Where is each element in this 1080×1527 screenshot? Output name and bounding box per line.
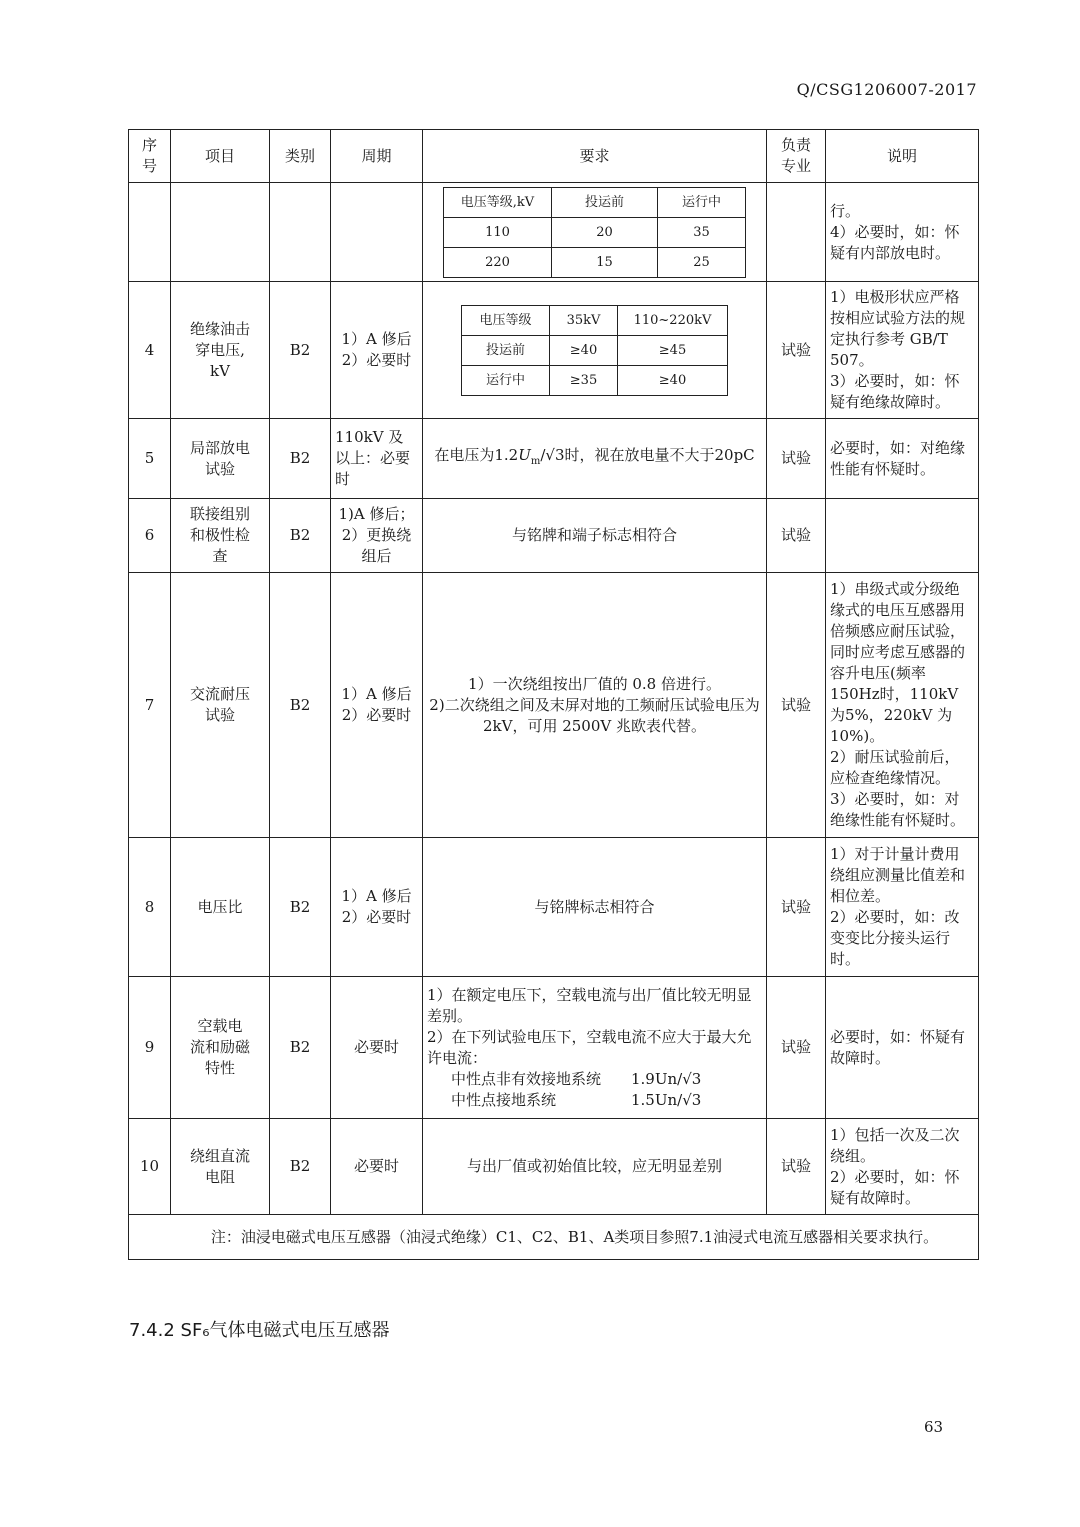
cell-requirement	[423, 282, 767, 419]
table-row	[129, 282, 979, 419]
inner-cell: 220	[444, 247, 552, 277]
inner-cell: 110~220kV	[618, 305, 728, 335]
cell-requirement	[423, 419, 767, 499]
cell-category: B2	[270, 282, 331, 419]
cell-dept: 试验	[767, 977, 826, 1119]
cell-item: 电压比	[171, 838, 270, 977]
cell-dept: 试验	[767, 419, 826, 499]
cell-requirement: 与铭牌标志相符合	[423, 838, 767, 977]
cell-no: 5	[129, 419, 171, 499]
cell-no: 7	[129, 573, 171, 838]
inner-cell: 35kV	[550, 305, 618, 335]
um-symbol: U	[518, 446, 531, 464]
um-subscript: m	[530, 456, 541, 467]
cell-category: B2	[270, 838, 331, 977]
table-row	[129, 573, 979, 838]
cell-period: 1)A 修后； 2）更换绕 组后	[331, 499, 423, 573]
col-header-no: 序 号	[129, 130, 171, 183]
cell-category: B2	[270, 1119, 331, 1215]
sub-line	[427, 1069, 762, 1090]
cell-note: 必要时，如：对绝缘性能有怀疑时。	[826, 419, 979, 499]
requirement-text: 1）在额定电压下，空载电流与出厂值比较无明显差别。 2）在下列试验电压下，空载电流不应大于最大允许电流：	[427, 985, 752, 1067]
cell-note: 1）电极形状应严格按相应试验方法的规定执行参考 GB/T 507。 3）必要时，如：怀疑有绝缘故障时。	[826, 282, 979, 419]
cell-requirement	[423, 977, 767, 1119]
page-number: 63	[924, 1418, 944, 1436]
cell-note: 行。 4）必要时，如：怀疑有内部放电时。	[826, 183, 979, 282]
cell-category: B2	[270, 499, 331, 573]
cell-no: 4	[129, 282, 171, 419]
inner-cell: 35	[658, 217, 746, 247]
requirement-prefix: 在电压为1.2	[434, 446, 519, 464]
cell-category: B2	[270, 977, 331, 1119]
table-footnote-row	[129, 1215, 979, 1260]
cell-dept: 试验	[767, 1119, 826, 1215]
table-header-row	[129, 130, 979, 183]
inner-cell: 15	[552, 247, 658, 277]
sub-line-label: 中性点接地系统	[451, 1090, 557, 1109]
cell-requirement: 与出厂值或初始值比较，应无明显差别	[423, 1119, 767, 1215]
sub-line	[427, 1090, 762, 1111]
inner-cell: 电压等级	[462, 305, 550, 335]
cell-dept: 试验	[767, 573, 826, 838]
inner-cell: 投运前	[462, 335, 550, 365]
cell-note: 1）对于计量计费用绕组应测量比值差和相位差。 2）必要时，如：改变变比分接头运行时。	[826, 838, 979, 977]
cell-dept: 试验	[767, 838, 826, 977]
cell-requirement: 与铭牌和端子标志相符合	[423, 499, 767, 573]
requirement-suffix: 时，视在放电量不大于20pC	[564, 446, 755, 464]
test-requirements-table	[128, 129, 979, 1260]
inner-cell: 运行中	[462, 365, 550, 395]
inner-cell: ≥40	[618, 365, 728, 395]
section-heading: 7.4.2 SF₆气体电磁式电压互感器	[129, 1320, 390, 1341]
document-code: Q/CSG1206007-2017	[796, 80, 977, 99]
cell-requirement	[423, 183, 767, 282]
table-row	[129, 499, 979, 573]
inner-oil-breakdown-table	[461, 305, 728, 396]
inner-header: 运行中	[658, 187, 746, 217]
col-header-note: 说明	[826, 130, 979, 183]
cell-requirement: 1）一次绕组按出厂值的 0.8 倍进行。 2)二次绕组之间及末屏对地的工频耐压试验电压为 2kV，可用 2500V 兆欧表代替。	[423, 573, 767, 838]
table-row	[129, 838, 979, 977]
cell-dept	[767, 183, 826, 282]
sub-line-value: 1.9Un/√3	[631, 1069, 702, 1088]
cell-period: 必要时	[331, 977, 423, 1119]
cell-no: 10	[129, 1119, 171, 1215]
cell-no: 9	[129, 977, 171, 1119]
inner-cell: ≥35	[550, 365, 618, 395]
inner-header: 电压等级,kV	[444, 187, 552, 217]
cell-note: 1）包括一次及二次绕组。 2）必要时，如：怀疑有故障时。	[826, 1119, 979, 1215]
sub-line-value: 1.5Un/√3	[631, 1090, 702, 1109]
col-header-item: 项目	[171, 130, 270, 183]
col-header-period: 周期	[331, 130, 423, 183]
cell-no: 8	[129, 838, 171, 977]
table-row	[129, 977, 979, 1119]
cell-item	[171, 183, 270, 282]
cell-period: 1）A 修后 2）必要时	[331, 573, 423, 838]
cell-dept: 试验	[767, 282, 826, 419]
table-footnote: 注：油浸电磁式电压互感器（油浸式绝缘）C1、C2、B1、A类项目参照7.1油浸式电流互感器相关要求执行。	[129, 1215, 979, 1260]
cell-category	[270, 183, 331, 282]
inner-cell: 25	[658, 247, 746, 277]
sub-line-label: 中性点非有效接地系统	[451, 1069, 602, 1088]
col-header-requirement: 要求	[423, 130, 767, 183]
cell-category: B2	[270, 573, 331, 838]
inner-cell: 110	[444, 217, 552, 247]
cell-item: 绕组直流 电阻	[171, 1119, 270, 1215]
cell-no	[129, 183, 171, 282]
inner-header: 投运前	[552, 187, 658, 217]
cell-period: 必要时	[331, 1119, 423, 1215]
col-header-category: 类别	[270, 130, 331, 183]
sqrt3: /√3	[540, 446, 565, 464]
cell-item: 空载电 流和励磁 特性	[171, 977, 270, 1119]
col-header-dept: 负责 专业	[767, 130, 826, 183]
cell-period: 110kV 及以上：必要时	[331, 419, 423, 499]
cell-period: 1）A 修后 2）必要时	[331, 282, 423, 419]
table-row	[129, 1119, 979, 1215]
cell-period: 1）A 修后 2）必要时	[331, 838, 423, 977]
cell-dept: 试验	[767, 499, 826, 573]
cell-note	[826, 499, 979, 573]
table-row	[129, 183, 979, 282]
inner-cell: ≥40	[550, 335, 618, 365]
cell-category: B2	[270, 419, 331, 499]
cell-no: 6	[129, 499, 171, 573]
cell-period	[331, 183, 423, 282]
cell-item: 绝缘油击 穿电压, kV	[171, 282, 270, 419]
cell-note: 1）串级式或分级绝缘式的电压互感器用倍频感应耐压试验，同时应考虑互感器的容升电压(频率150Hz时，110kV 为5%，220kV 为10%)。 2）耐压试验前后，应检查绝缘情况。 3）必要时，如：对绝缘性能有怀疑时。	[826, 573, 979, 838]
cell-note: 必要时，如：怀疑有故障时。	[826, 977, 979, 1119]
inner-cell: ≥45	[618, 335, 728, 365]
cell-item: 联接组别 和极性检 查	[171, 499, 270, 573]
inner-voltage-table	[443, 187, 746, 278]
inner-cell: 20	[552, 217, 658, 247]
table-row	[129, 419, 979, 499]
cell-item: 局部放电 试验	[171, 419, 270, 499]
cell-item: 交流耐压 试验	[171, 573, 270, 838]
